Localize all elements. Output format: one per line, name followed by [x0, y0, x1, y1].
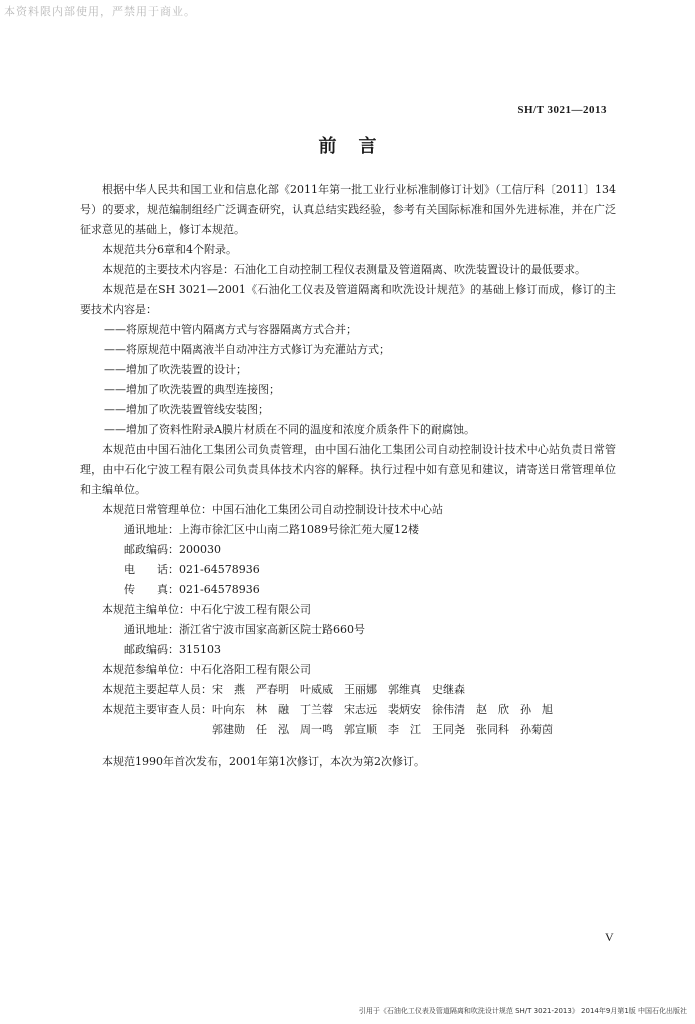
management-fax-line [80, 580, 616, 600]
paragraph-structure: 本规范共分6章和4个附录。 [102, 243, 237, 256]
management-postcode-line [80, 540, 616, 560]
drafters-label: 本规范主要起草人员： [102, 683, 212, 696]
revision-item: ——增加了吹洗装置的典型连接图； [104, 383, 280, 396]
reviewers-line [80, 700, 616, 720]
person-name: 严春明 [256, 683, 289, 696]
person-name: 王丽娜 [344, 683, 377, 696]
drafters-line [80, 680, 616, 700]
page-number: V [605, 930, 614, 944]
participant-line [80, 660, 616, 680]
reviewers-line-2 [80, 720, 616, 740]
paragraph-basis: 根据中华人民共和国工业和信息化部《2011年第一批工业行业标准制修订计划》（工信厅科〔2011〕134号）的要求，规范编制组经广泛调查研究，认真总结实践经验，参考有关国际标准和国外先进标准，并在广泛征求意见的基础上，修订本规范。 [80, 183, 616, 236]
person-name: 宋 燕 [212, 683, 245, 696]
person-name: 史继森 [432, 683, 465, 696]
chief-editor-name: 中石化宁波工程有限公司 [190, 603, 311, 616]
management-address-line [80, 520, 616, 540]
person-name: 叶向东 [212, 703, 245, 716]
chief-editor-address-line [80, 620, 616, 640]
document-body [80, 180, 616, 772]
chief-editor-label: 本规范主编单位： [102, 603, 190, 616]
person-name: 张同科 [476, 723, 509, 736]
postcode-value: 315103 [179, 643, 221, 656]
revision-item: ——增加了吹洗装置管线安装图； [104, 403, 269, 416]
person-name: 周一鸣 [300, 723, 333, 736]
person-name: 林 融 [256, 703, 289, 716]
paragraph-revision-basis: 本规范是在SH 3021—2001《石油化工仪表及管道隔离和吹洗设计规范》的基础上修订而成，修订的主要技术内容是： [80, 283, 616, 316]
address-label: 通讯地址： [124, 623, 179, 636]
participant-name: 中石化洛阳工程有限公司 [190, 663, 311, 676]
person-name: 任 泓 [256, 723, 289, 736]
management-phone-line [80, 560, 616, 580]
management-unit-label: 本规范日常管理单位： [102, 503, 212, 516]
paragraph-history: 本规范1990年首次发布，2001年第1次修订，本次为第2次修订。 [102, 755, 425, 768]
fax-value: 021-64578936 [179, 583, 260, 596]
person-name: 郭宣顺 [344, 723, 377, 736]
management-unit-line [80, 500, 616, 520]
paragraph-management: 本规范由中国石油化工集团公司负责管理，由中国石油化工集团公司自动控制设计技术中心站负责日常管理，由中石化宁波工程有限公司负责具体技术内容的解释。执行过程中如有意见和建议，请寄送日常管理单位和主编单位。 [80, 443, 616, 496]
fax-label: 传 真： [124, 583, 179, 596]
person-name: 李 江 [388, 723, 421, 736]
reviewers-label: 本规范主要审查人员： [102, 703, 212, 716]
postcode-label: 邮政编码： [124, 643, 179, 656]
chief-editor-postcode-line [80, 640, 616, 660]
address-label: 通讯地址： [124, 523, 179, 536]
citation-footer: 引用于《石油化工仪表及管道隔离和吹洗设计规范 SH/T 3021-2013》 2014年9月第1版 中国石化出版社 [358, 1007, 687, 1015]
postcode-label: 邮政编码： [124, 543, 179, 556]
standard-code: SH/T 3021—2013 [517, 104, 607, 116]
person-name: 郭建勋 [212, 723, 245, 736]
person-name: 徐伟清 [432, 703, 465, 716]
paragraph-main-content: 本规范的主要技术内容是：石油化工自动控制工程仪表测量及管道隔离、吹洗装置设计的最低要求。 [102, 263, 586, 276]
address-value: 上海市徐汇区中山南二路1089号徐汇苑大厦12楼 [179, 523, 419, 536]
participant-label: 本规范参编单位： [102, 663, 190, 676]
revision-item: ——增加了吹洗装置的设计； [104, 363, 247, 376]
management-unit-name: 中国石油化工集团公司自动控制设计技术中心站 [212, 503, 443, 516]
person-name: 赵 欣 [476, 703, 509, 716]
phone-value: 021-64578936 [179, 563, 260, 576]
person-name: 郭维真 [388, 683, 421, 696]
person-name: 孙菊茵 [520, 723, 553, 736]
person-name: 孙 旭 [520, 703, 553, 716]
chief-editor-line [80, 600, 616, 620]
person-name: 宋志远 [344, 703, 377, 716]
postcode-value: 200030 [179, 543, 221, 556]
person-name: 裴炳安 [388, 703, 421, 716]
page-title: 前言 [318, 136, 399, 157]
person-name: 丁兰蓉 [300, 703, 333, 716]
person-name: 王同尧 [432, 723, 465, 736]
address-value: 浙江省宁波市国家高新区院士路660号 [179, 623, 365, 636]
phone-label: 电 话： [124, 563, 179, 576]
revision-item: ——将原规范中隔离液半自动冲注方式修订为充灌站方式； [104, 343, 390, 356]
revision-item: ——将原规范中管内隔离方式与容器隔离方式合并； [104, 323, 357, 336]
revision-item: ——增加了资料性附录A膜片材质在不同的温度和浓度介质条件下的耐腐蚀。 [104, 423, 475, 436]
person-name: 叶威威 [300, 683, 333, 696]
watermark-text: 本资料限内部使用，严禁用于商业。 [4, 5, 196, 18]
